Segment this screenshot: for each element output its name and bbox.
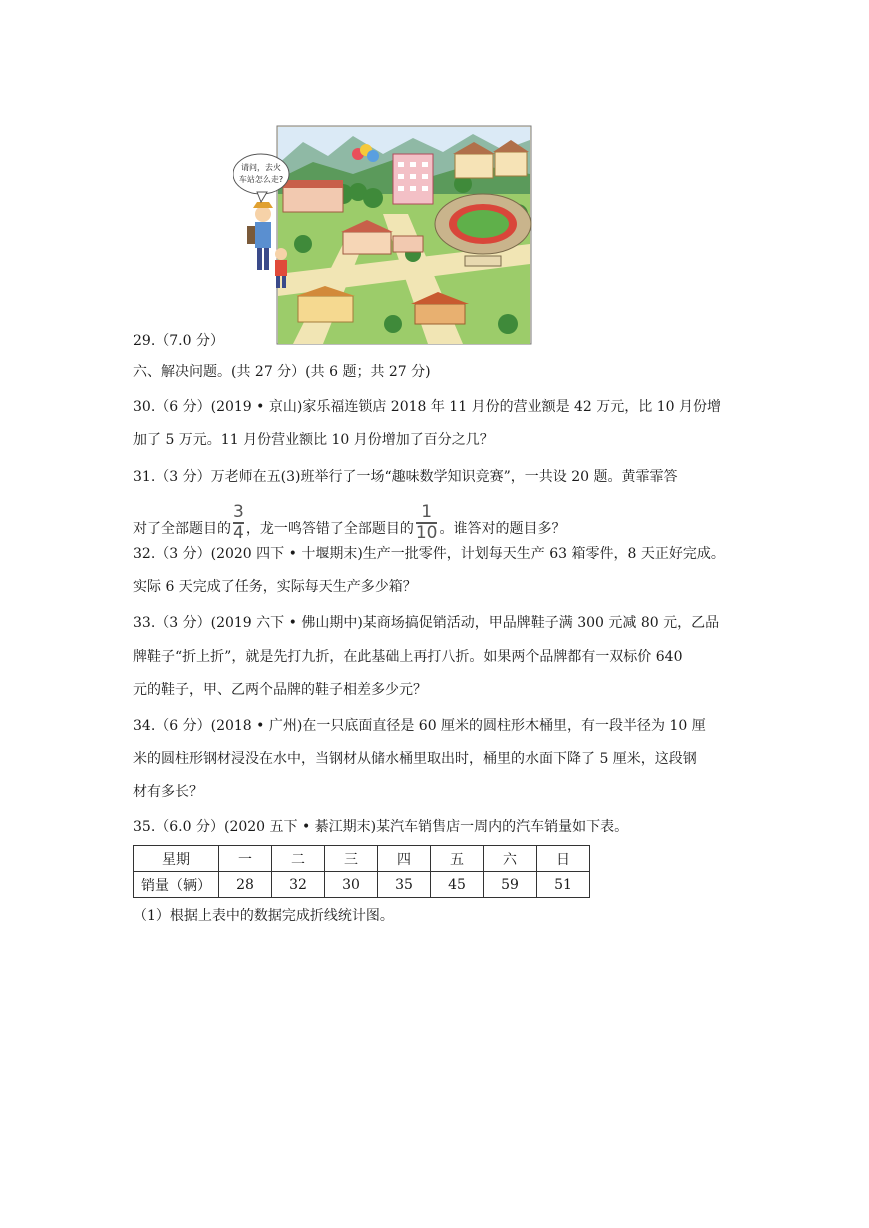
table-value: 59 (484, 872, 537, 898)
table-value: 28 (219, 872, 272, 898)
question-31-text-b: ，龙一鸣答错了全部题目的 (245, 521, 414, 537)
question-33-line-1: 33.（3 分）(2019 六下 • 佛山期中)某商场搞促销活动，甲品牌鞋子满 300 元减 80 元，乙品 (133, 615, 720, 631)
question-30-line-1: 30.（6 分）(2019 • 京山)家乐福连锁店 2018 年 11 月份的营业额是 42 万元，比 10 月份增 (133, 399, 722, 415)
question-29: 29.（7.0 分） (133, 333, 224, 349)
question-35-sub-1: （1）根据上表中的数据完成折线统计图。 (133, 908, 394, 924)
question-33-line-2: 牌鞋子“折上折”，就是先打九折，在此基础上再打八折。如果两个品牌都有一双标价 640 (133, 649, 683, 665)
question-31-text-c: 。谁答对的题目多？ (439, 521, 566, 537)
question-35-line-1: 35.（6.0 分）(2020 五下 • 綦江期末)某汽车销售店一周内的汽车销量如下表。 (133, 819, 629, 835)
question-31-line-2 (133, 502, 566, 548)
question-32-line-2: 实际 6 天完成了任务，实际每天生产多少箱？ (133, 579, 417, 595)
table-day: 一 (219, 846, 272, 872)
table-day: 日 (537, 846, 590, 872)
question-33-line-3: 元的鞋子，甲、乙两个品牌的鞋子相差多少元？ (133, 682, 427, 698)
section-6-heading: 六、解决问题。(共 27 分）(共 6 题；共 27 分) (133, 364, 431, 380)
question-31-line-1: 31.（3 分）万老师在五(3)班举行了一场“趣味数学知识竞赛”，一共设 20 题。黄霏霏答 (133, 469, 678, 485)
table-day: 四 (378, 846, 431, 872)
table-day: 五 (431, 846, 484, 872)
fraction-1-numerator: 3 (233, 502, 244, 522)
question-32-line-1: 32.（3 分）(2020 四下 • 十堰期末)生产一批零件，计划每天生产 63 箱零件，8 天正好完成。 (133, 546, 725, 562)
sales-table (133, 845, 590, 898)
map-illustration (233, 124, 539, 346)
table-value: 32 (272, 872, 325, 898)
fraction-1-denominator: 4 (233, 523, 244, 543)
table-value: 45 (431, 872, 484, 898)
table-row-values (134, 872, 590, 898)
question-34-line-3: 材有多长？ (133, 784, 203, 800)
question-34-line-1: 34.（6 分）(2018 • 广州)在一只底面直径是 60 厘米的圆柱形木桶里，有一段半径为 10 厘 (133, 718, 706, 734)
fraction-2-denominator: 10 (415, 523, 438, 543)
question-30-line-2: 加了 5 万元。11 月份营业额比 10 月份增加了百分之几？ (133, 432, 494, 448)
fraction-one-tenth (416, 504, 438, 542)
table-value: 30 (325, 872, 378, 898)
speech-line-2: 车站怎么走? (238, 175, 284, 184)
table-day: 二 (272, 846, 325, 872)
table-header-label: 星期 (134, 846, 219, 872)
speech-line-1: 请问，去火 (241, 163, 281, 172)
question-31-text-a: 对了全部题目的 (133, 521, 231, 537)
fraction-2-numerator: 1 (421, 502, 433, 522)
table-day: 三 (325, 846, 378, 872)
table-day: 六 (484, 846, 537, 872)
table-row-header (134, 846, 590, 872)
table-row-label: 销量（辆） (134, 872, 219, 898)
table-value: 51 (537, 872, 590, 898)
fraction-three-quarters (233, 504, 244, 542)
question-34-line-2: 米的圆柱形钢材浸没在水中，当钢材从储水桶里取出时，桶里的水面下降了 5 厘米，这段钢 (133, 751, 697, 767)
table-value: 35 (378, 872, 431, 898)
